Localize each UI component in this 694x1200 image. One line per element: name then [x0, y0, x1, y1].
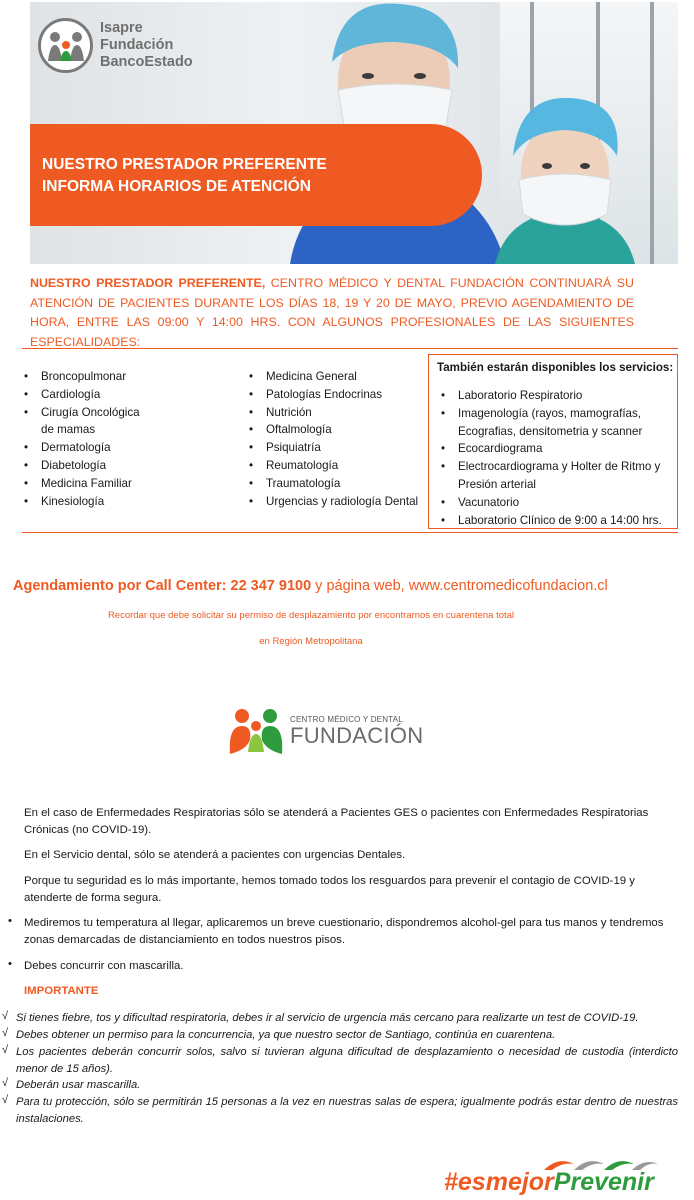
specialties-list-1	[24, 368, 224, 510]
logo-line-1: Isapre	[100, 20, 143, 36]
list-item: • Nutrición	[249, 404, 427, 422]
list-item: • Medicina General	[249, 368, 427, 386]
centro-medico-logo	[228, 706, 423, 756]
list-item: • Ecocardiograma	[441, 440, 675, 458]
list-item: • Dermatología	[24, 439, 224, 457]
list-item: • Laboratorio Clínico de 9:00 a 14:00 hrs.	[441, 512, 675, 530]
bullet-icon: •	[8, 915, 12, 927]
important-heading: IMPORTANTE	[24, 985, 99, 997]
family-icon	[38, 18, 93, 73]
nurse-illustration-2	[485, 94, 645, 264]
list-item: • Broncopulmonar	[24, 368, 224, 386]
divider-bottom	[22, 532, 678, 533]
list-item: • Imagenología (rayos, mamografías, Ecografias, densitometria y scanner	[441, 405, 675, 441]
list-item: • Cardiología	[24, 386, 224, 404]
important-item: Debes obtener un permiso para la concurrencia, ya que nuestro sector de Santiago, continúa en cuarentena.	[16, 1029, 556, 1041]
check-icon: √	[2, 1094, 9, 1106]
intro-text: CENTRO MÉDICO Y DENTAL FUNDACIÓN CONTINUARÁ SU ATENCIÓN DE PACIENTES DURANTE LOS DÍAS 18, 19 Y 20 DE MAYO, PREVIO AGENDAMIENTO DE HORA, ENTRE LAS 09:00 Y 14:00 HRS. CON ALGUNOS PROFESIONALES DE LAS SIGUIENTES ESPECIALIDADES:	[30, 276, 634, 349]
specialties-list-2	[249, 368, 427, 510]
paragraph-dental: En el Servicio dental, sólo se atenderá a pacientes con urgencias Dentales.	[24, 849, 406, 861]
list-item: • Medicina Familiar	[24, 475, 224, 493]
intro-lead: NUESTRO PRESTADOR PREFERENTE,	[30, 276, 266, 290]
logo-line-3: BancoEstado	[100, 54, 193, 70]
list-item: • Oftalmología	[249, 421, 427, 439]
list-item: • Patologías Endocrinas	[249, 386, 427, 404]
important-item: Para tu protección, sólo se permitirán 15 personas a la vez en nuestras salas de espera; igualmente podrás estar dentro de nuestras instalaciones.	[16, 1096, 678, 1125]
services-title: También estarán disponibles los servicios:	[437, 361, 674, 374]
important-item: Deberán usar mascarilla.	[16, 1079, 141, 1091]
permit-note-1: Recordar que debe solicitar su permiso de desplazamiento por encontrarnos en cuarentena total	[107, 610, 515, 621]
headline-line-1: NUESTRO PRESTADOR PREFERENTE	[42, 156, 327, 173]
check-icon: √	[2, 1077, 9, 1089]
permit-note-2: en Región Metropolitana	[259, 636, 363, 647]
website-text: y página web, www.centromedicofundacion.cl	[311, 578, 608, 594]
list-item: • Electrocardiograma y Holter de Ritmo y Presión arterial	[441, 458, 675, 494]
services-list	[441, 387, 675, 529]
check-icon: √	[2, 1044, 9, 1056]
list-item: • Cirugía Oncológica de mamas	[24, 404, 154, 440]
bullet-temperature: Mediremos tu temperatura al llegar, aplicaremos un breve cuestionario, dispondremos alcohol-gel para tus manos y tendremos zonas demarcadas de distanciamiento en todos nuestros pisos.	[24, 917, 664, 946]
hashtag-part-2: Prevenir	[553, 1168, 654, 1196]
bullet-icon: •	[8, 958, 12, 970]
family-icon	[228, 706, 284, 756]
hashtag-slogan	[444, 1168, 654, 1197]
list-item: • Urgencias y radiología Dental	[249, 493, 427, 511]
isapre-logo	[38, 18, 193, 73]
headline-line-2: INFORMA HORARIOS DE ATENCIÓN	[42, 178, 311, 195]
important-item: Los pacientes deberán concurrir solos, salvo si tuvieran alguna dificultad de desplazamiento o necesidad de custodia (interdicto menor de 15 años).	[16, 1046, 678, 1075]
hero-banner-image	[30, 2, 678, 264]
bullet-mask: Debes concurrir con mascarilla.	[24, 960, 184, 972]
list-item: • Kinesiología	[24, 493, 224, 511]
divider-top	[22, 348, 678, 349]
list-item: • Traumatología	[249, 475, 427, 493]
important-item: Si tienes fiebre, tos y dificultad respiratoria, debes ir al servicio de urgencia más cercano para realizarte un test de COVID-19.	[16, 1012, 639, 1024]
list-item: • Diabetología	[24, 457, 224, 475]
list-item: • Laboratorio Respiratorio	[441, 387, 675, 405]
center-logo-line-1: CENTRO MÉDICO Y DENTAL	[290, 714, 403, 724]
center-logo-line-2: FUNDACIÓN	[290, 722, 424, 748]
logo-line-2: Fundación	[100, 37, 174, 53]
check-icon: √	[2, 1010, 9, 1022]
paragraph-respiratory: En el caso de Enfermedades Respiratorias sólo se atenderá a Pacientes GES o pacientes con Enfermedades Respiratorias Crónicas (no COVID-19).	[24, 807, 649, 836]
list-item: • Psiquiatría	[249, 439, 427, 457]
headline-banner	[30, 124, 482, 226]
list-item: • Reumatología	[249, 457, 427, 475]
call-center-label: Agendamiento por Call Center: 22 347 9100	[13, 578, 312, 594]
list-item: • Vacunatorio	[441, 494, 675, 512]
check-icon: √	[2, 1027, 9, 1039]
paragraph-safety: Porque tu seguridad es lo más importante, hemos tomado todos los resguardos para prevenir el contagio de COVID-19 y atenderte de forma segura.	[24, 875, 635, 904]
hashtag-part-1: #esmejor	[444, 1168, 554, 1196]
call-center-line	[13, 578, 693, 594]
intro-paragraph	[30, 274, 634, 352]
